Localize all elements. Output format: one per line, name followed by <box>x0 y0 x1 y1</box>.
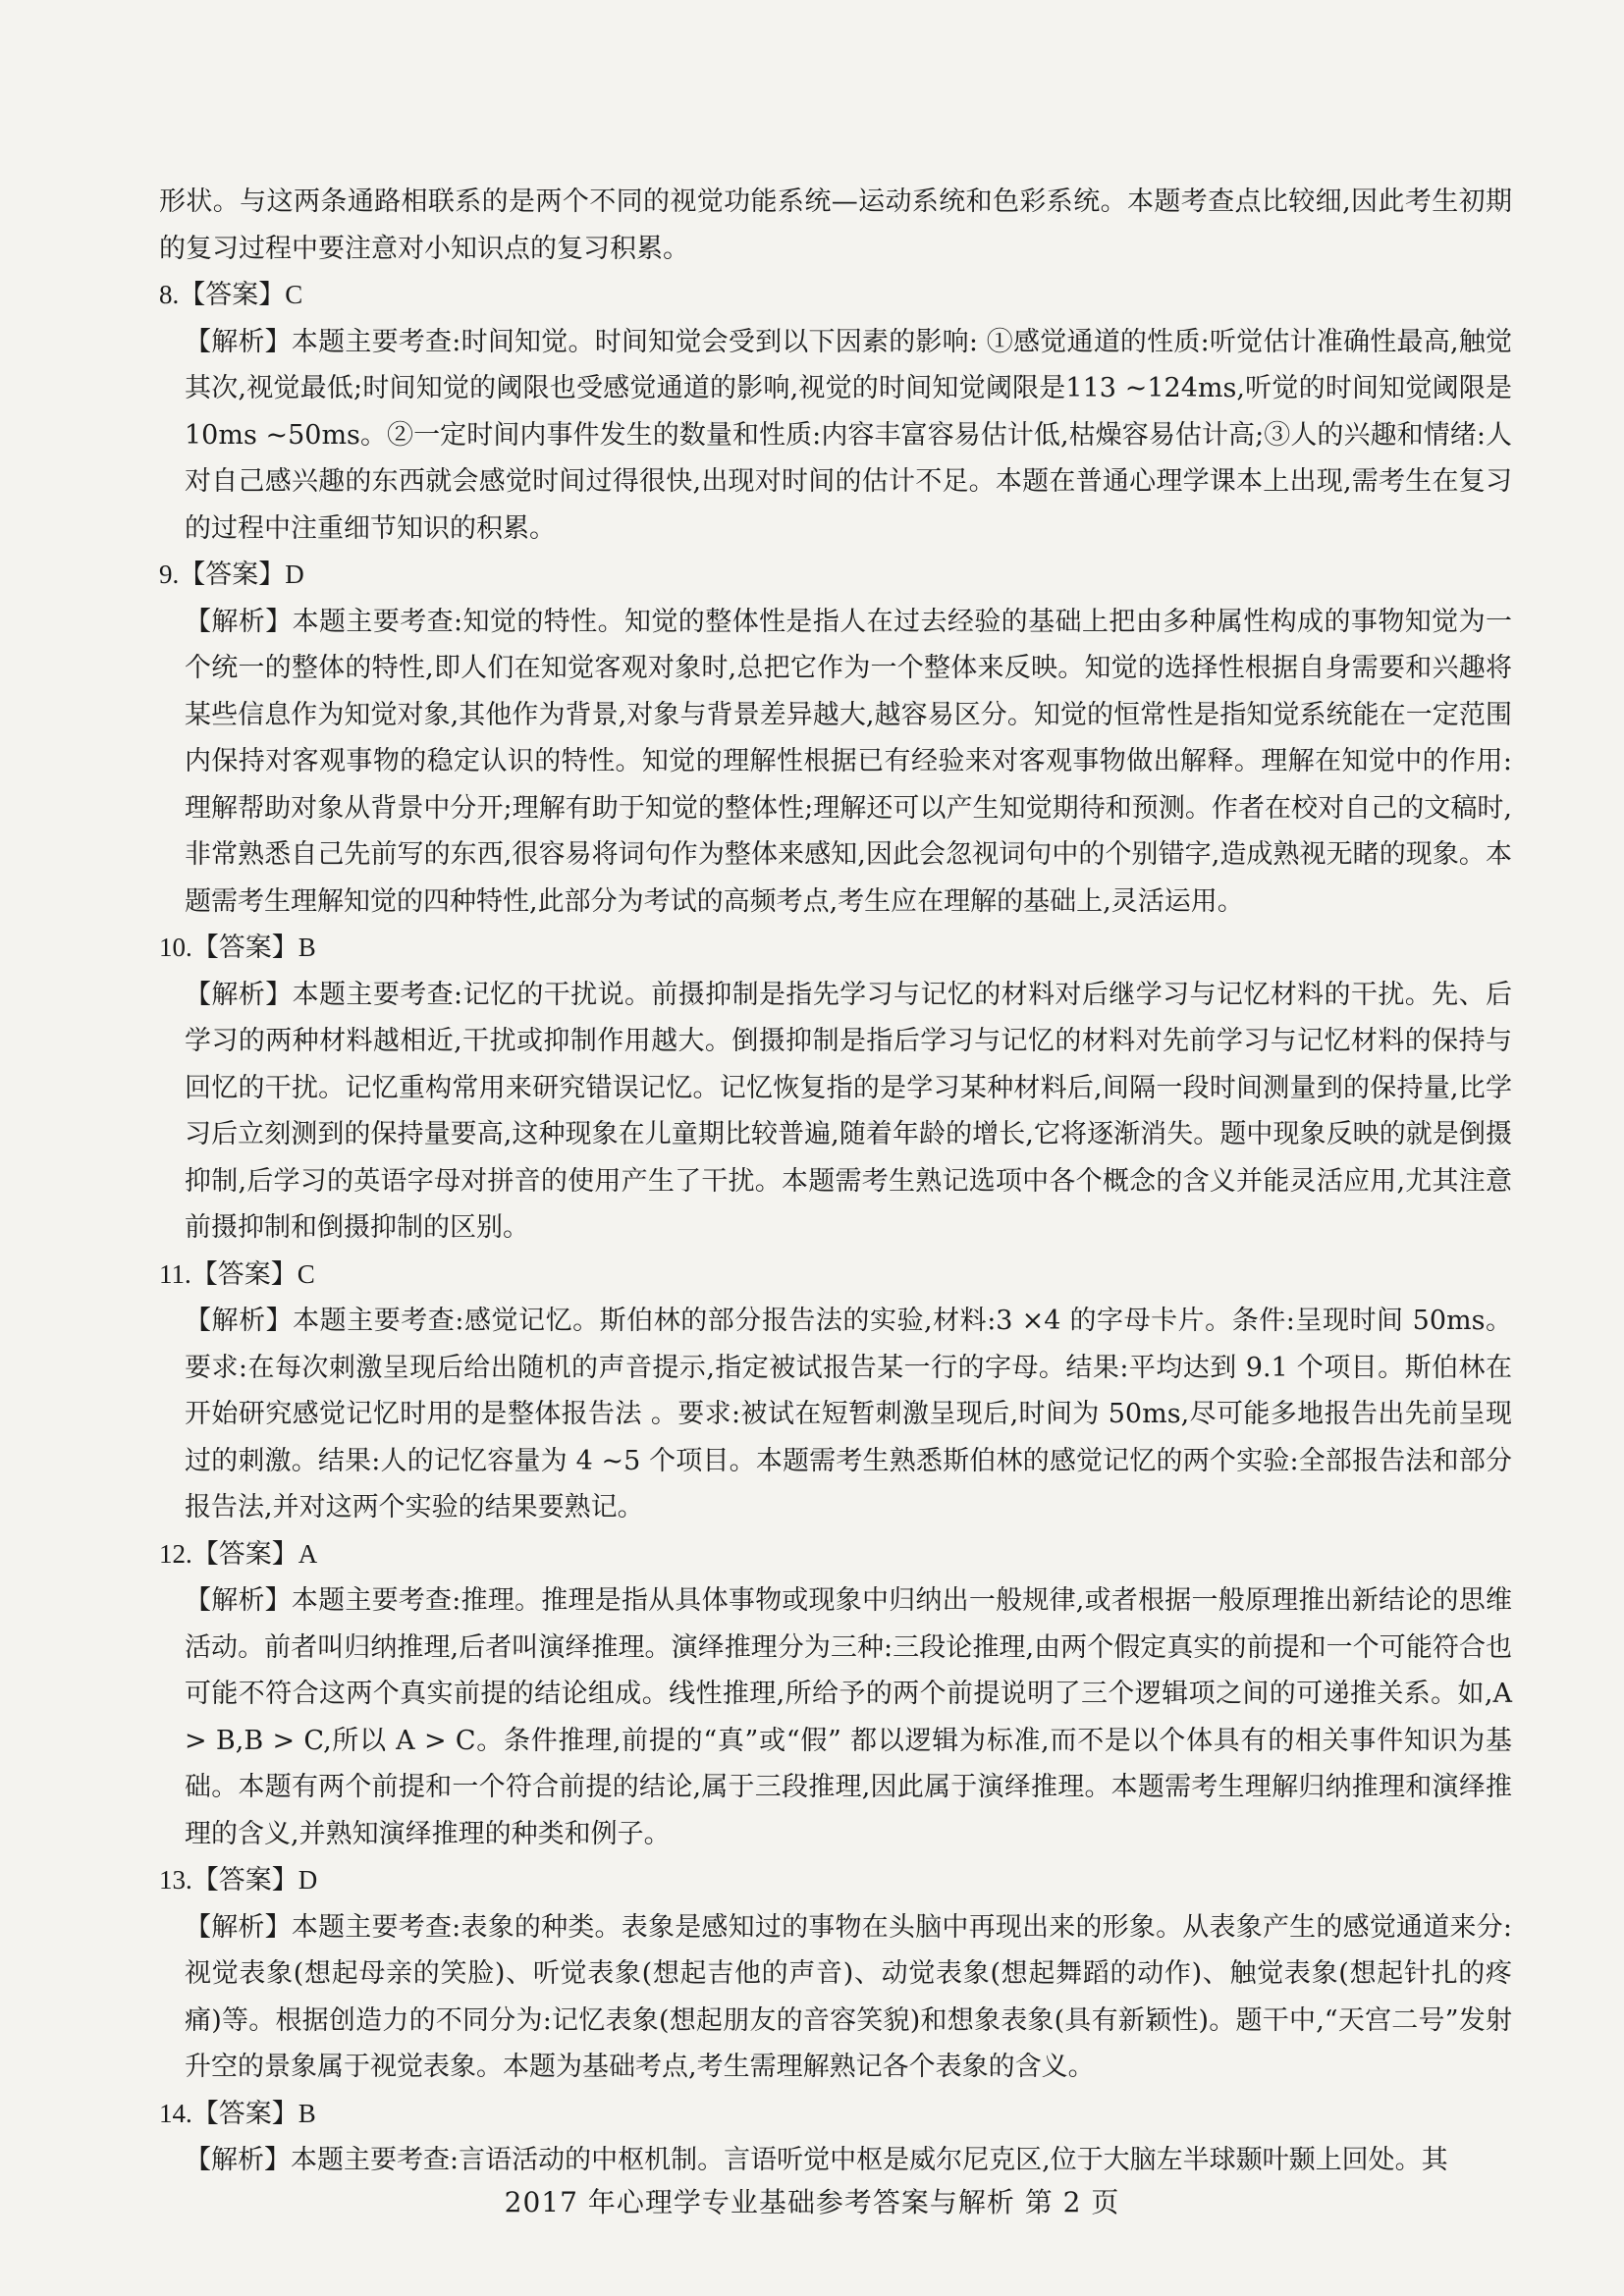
analysis-text: 本题主要考查:表象的种类。表象是感知过的事物在头脑中再现出来的形象。从表象产生的感觉通道来分:视觉表象(想起母亲的笑脸)、听觉表象(想起吉他的声音)、动觉表象(想起舞蹈的动作)、触觉表象(想起针扎的疼痛)等。根据创造力的不同分为:记忆表象(想起朋友的音容笑貌)和想象表象(具有新颖性)。题干中,“天宫二号”发射升空的景象属于视觉表象。本题为基础考点,考生需理解熟记各个表象的含义。 <box>185 1911 1512 2082</box>
question-list <box>159 272 1512 2184</box>
answer-line <box>159 1857 1512 1904</box>
answer-value: B <box>298 933 316 962</box>
analysis-label: 【解析】 <box>185 326 292 357</box>
question-number: 11. <box>159 1258 191 1289</box>
analysis-label: 【解析】 <box>185 2145 291 2175</box>
answer-line <box>159 1252 1512 1299</box>
answer-value: D <box>285 560 304 589</box>
analysis-label: 【解析】 <box>185 606 293 637</box>
question-block <box>159 1857 1512 2091</box>
answer-label: 【答案】 <box>191 1865 298 1896</box>
answer-value: C <box>297 1258 315 1289</box>
analysis-label: 【解析】 <box>185 1306 294 1336</box>
analysis-text: 本题主要考查:言语活动的中枢机制。言语听觉中枢是威尔尼克区,位于大脑左半球颞叶颞上回处。其 <box>291 2145 1448 2175</box>
analysis-label: 【解析】 <box>185 979 293 1010</box>
analysis-label: 【解析】 <box>185 1911 292 1943</box>
page-footer: 2017 年心理学专业基础参考答案与解析 第 2 页 <box>504 2186 1120 2218</box>
question-number: 10. <box>159 933 192 962</box>
answer-line <box>159 925 1512 972</box>
answer-label: 【答案】 <box>190 1258 298 1290</box>
question-block <box>159 2091 1512 2184</box>
question-number: 8. <box>159 280 180 309</box>
question-block <box>159 272 1512 552</box>
question-number: 14. <box>159 2098 192 2128</box>
answer-value: A <box>298 1538 318 1569</box>
analysis-text: 本题主要考查:感觉记忆。斯伯林的部分报告法的实验,材料:3 ×4 的字母卡片。条件:呈现时间 50ms。要求:在每次刺激呈现后给出随机的声音提示,指定被试报告某一行的字母。结果:平均达到 9.1 个项目。斯伯林在开始研究感觉记忆时用的是整体报告法 。要求:被试在短暂刺激呈现后,时间为 50ms,尽可能多地报告出先前呈现过的刺激。结果:人的记忆容量为 4 ~5 个项目。本题需考生熟悉斯伯林的感觉记忆的两个实验:全部报告法和部分报告法,并对这两个实验的结果要熟记。 <box>185 1306 1512 1522</box>
question-number: 9. <box>159 560 180 589</box>
answer-value: C <box>285 280 303 309</box>
answer-label: 【答案】 <box>191 2098 298 2129</box>
answer-label: 【答案】 <box>191 1538 298 1570</box>
question-block <box>159 925 1512 1252</box>
intro-paragraph: 形状。与这两条通路相联系的是两个不同的视觉功能系统—运动系统和色彩系统。本题考查点比较细,因此考生初期的复习过程中要注意对小知识点的复习积累。 <box>159 187 1512 264</box>
question-block <box>159 552 1512 925</box>
answer-value: D <box>298 1865 318 1895</box>
question-number: 13. <box>159 1865 192 1895</box>
analysis-paragraph <box>159 319 1512 553</box>
answer-line <box>159 1531 1512 1578</box>
answer-line <box>159 552 1512 599</box>
analysis-text: 本题主要考查:记忆的干扰说。前摄抑制是指先学习与记忆的材料对后继学习与记忆材料的干扰。先、后学习的两种材料越相近,干扰或抑制作用越大。倒摄抑制是指后学习与记忆的材料对先前学习与记忆材料的保持与回忆的干扰。记忆重构常用来研究错误记忆。记忆恢复指的是学习某种材料后,间隔一段时间测量到的保持量,比学习后立刻测到的保持量要高,这种现象在儿童期比较普遍,随着年龄的增长,它将逐渐消失。题中现象反映的就是倒摄抑制,后学习的英语字母对拼音的使用产生了干扰。本题需考生熟记选项中各个概念的含义并能灵活应用,尤其注意前摄抑制和倒摄抑制的区别。 <box>185 979 1512 1243</box>
analysis-label: 【解析】 <box>185 1585 292 1616</box>
analysis-paragraph <box>159 972 1512 1252</box>
analysis-paragraph <box>159 1904 1512 2091</box>
answer-line <box>159 272 1512 319</box>
page-content <box>159 179 1512 2184</box>
answer-value: B <box>298 2098 316 2128</box>
answer-label: 【答案】 <box>179 560 286 590</box>
answer-label: 【答案】 <box>179 280 286 310</box>
analysis-paragraph <box>159 2137 1512 2184</box>
answer-label: 【答案】 <box>191 933 298 963</box>
analysis-text: 本题主要考查:时间知觉。时间知觉会受到以下因素的影响: ①感觉通道的性质:听觉估计准确性最高,触觉其次,视觉最低;时间知觉的阈限也受感觉通道的影响,视觉的时间知觉阈限是113 ~124ms,听觉的时间知觉阈限是10ms ~50ms。②一定时间内事件发生的数量和性质:内容丰富容易估计低,枯燥容易估计高;③人的兴趣和情绪:人对自己感兴趣的东西就会感觉时间过得很快,出现对时间的估计不足。本题在普通心理学课本上出现,需考生在复习的过程中注重细节知识的积累。 <box>185 326 1513 544</box>
question-block <box>159 1531 1512 1858</box>
analysis-paragraph <box>159 1298 1512 1531</box>
question-number: 12. <box>159 1538 192 1569</box>
analysis-text: 本题主要考查:知觉的特性。知觉的整体性是指人在过去经验的基础上把由多种属性构成的事物知觉为一个统一的整体的特性,即人们在知觉客观对象时,总把它作为一个整体来反映。知觉的选择性根据自身需要和兴趣将某些信息作为知觉对象,其他作为背景,对象与背景差异越大,越容易区分。知觉的恒常性是指知觉系统能在一定范围内保持对客观事物的稳定认识的特性。知觉的理解性根据已有经验来对客观事物做出解释。理解在知觉中的作用:理解帮助对象从背景中分开;理解有助于知觉的整体性;理解还可以产生知觉期待和预测。作者在校对自己的文稿时,非常熟悉自己先前写的东西,很容易将词句作为整体来感知,因此会忽视词句中的个别错字,造成熟视无睹的现象。本题需考生理解知觉的四种特性,此部分为考试的高频考点,考生应在理解的基础上,灵活运用。 <box>185 606 1512 917</box>
analysis-paragraph <box>159 599 1512 926</box>
answer-line <box>159 2091 1512 2138</box>
analysis-paragraph <box>159 1577 1512 1857</box>
analysis-text: 本题主要考查:推理。推理是指从具体事物或现象中归纳出一般规律,或者根据一般原理推出新结论的思维活动。前者叫归纳推理,后者叫演绎推理。演绎推理分为三种:三段论推理,由两个假定真实的前提和一个可能符合也可能不符合这两个真实前提的结论组成。线性推理,所给予的两个前提说明了三个逻辑项之间的可递推关系。如,A > B,B > C,所以 A > C。条件推理,前提的“真”或“假” 都以逻辑为标准,而不是以个体具有的相关事件知识为基础。本题有两个前提和一个符合前提的结论,属于三段推理,因此属于演绎推理。本题需考生理解归纳推理和演绎推理的含义,并熟知演绎推理的种类和例子。 <box>185 1585 1512 1849</box>
question-block <box>159 1252 1512 1531</box>
